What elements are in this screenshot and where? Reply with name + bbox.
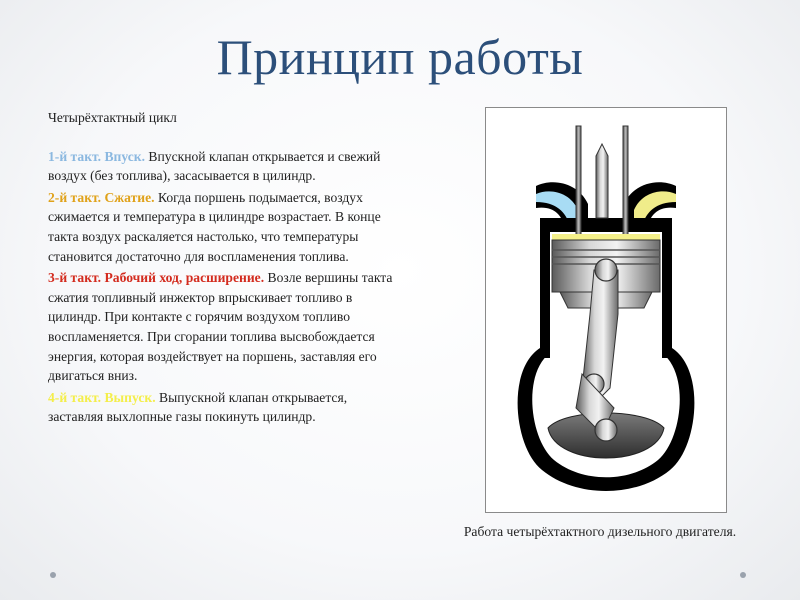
figure-caption: Работа четырёхтактного дизельного двигателя. bbox=[463, 524, 737, 539]
diesel-engine-illustration bbox=[486, 108, 726, 512]
stroke-3-heading: 3-й такт. Рабочий ход, расширение. bbox=[48, 270, 265, 286]
stroke-1-heading: 1-й такт. Впуск. bbox=[48, 148, 146, 164]
cylinder-wall-right bbox=[662, 228, 672, 358]
stroke-4-heading: 4-й такт. Выпуск. bbox=[48, 389, 156, 405]
cylinder-head bbox=[540, 218, 672, 232]
stroke-1-paragraph bbox=[48, 147, 400, 186]
engine-diagram-frame bbox=[485, 107, 727, 513]
stroke-2-heading: 2-й такт. Сжатие. bbox=[48, 189, 155, 205]
injector bbox=[596, 144, 608, 218]
stroke-2-paragraph bbox=[48, 188, 400, 266]
stroke-2-text: Когда поршень подымается, воздух сжимается и температура в цилиндре возрастает. В конце такта воздух раскаляется настолько, что температуры становится достаточно для воспламенения топлива. bbox=[48, 189, 381, 264]
stroke-1-text: Впускной клапан открывается и свежий воздух (без топлива), засасывается в цилиндр. bbox=[48, 148, 381, 184]
intake-valve-stem bbox=[576, 126, 581, 236]
crankshaft-main bbox=[595, 419, 617, 441]
stroke-4-paragraph bbox=[48, 388, 400, 427]
description-text bbox=[48, 108, 400, 429]
piston-pin bbox=[595, 259, 617, 281]
exhaust-valve-stem bbox=[623, 126, 628, 236]
stroke-3-text: Возле вершины такта сжатия топливный инжектор впрыскивает топливо в цилиндр. При контакте с горячим воздухом топливо воспламеняется. При сгорании топлива высвобождается энергия, которая воздействует на поршень, заставляя его двигаться вниз. bbox=[48, 270, 393, 384]
decor-dot-right bbox=[740, 572, 746, 578]
cycle-intro: Четырёхтактный цикл bbox=[48, 110, 177, 125]
decor-dot-left bbox=[50, 572, 56, 578]
stroke-4-text: Выпускной клапан открывается, заставляя выхлопные газы покинуть цилиндр. bbox=[48, 389, 348, 425]
stroke-3-paragraph bbox=[48, 268, 400, 386]
slide-title: Принцип работы bbox=[216, 29, 584, 85]
cylinder-wall-left bbox=[540, 228, 550, 358]
